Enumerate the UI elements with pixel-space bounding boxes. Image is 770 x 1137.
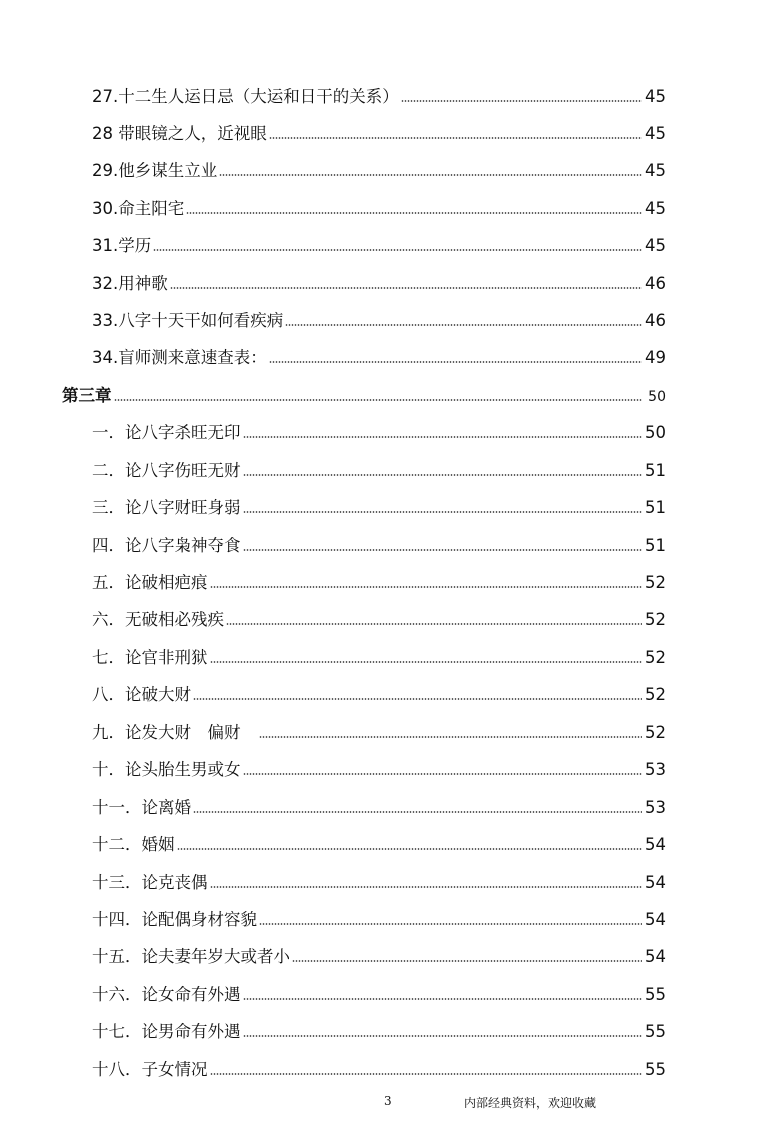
toc-entry-label: 十四．论配偶身材容貌 — [92, 910, 257, 929]
toc-entry[interactable] — [92, 420, 666, 446]
toc-entry[interactable] — [92, 84, 666, 110]
toc-entry-page: 53 — [645, 760, 666, 779]
toc-entry-page: 54 — [645, 947, 666, 966]
toc-entry-page: 50 — [648, 389, 666, 405]
toc-entry-page: 55 — [645, 1060, 666, 1079]
toc-entry[interactable] — [92, 271, 666, 297]
dot-leader — [153, 249, 642, 251]
toc-entry-label: 十二．婚姻 — [92, 835, 175, 854]
dot-leader — [243, 549, 643, 551]
toc-entry-label: 29.他乡谋生立业 — [92, 161, 218, 180]
toc-entry-label: 一．论八字杀旺无印 — [92, 423, 241, 442]
toc-entry-label: 十六．论女命有外遇 — [92, 985, 241, 1004]
toc-entry-label: 二．论八字伤旺无财 — [92, 461, 241, 480]
toc-entry-page: 51 — [645, 536, 666, 555]
toc-entry[interactable] — [92, 533, 666, 559]
dot-leader — [243, 1035, 643, 1037]
toc-entry-label: 34.盲师测来意速查表： — [92, 348, 267, 367]
dot-leader — [243, 998, 643, 1000]
toc-entry-label: 28 带眼镜之人，近视眼 — [92, 124, 267, 143]
dot-leader — [177, 848, 643, 850]
toc-entry-label: 30.命主阳宅 — [92, 199, 185, 218]
dot-leader — [170, 287, 642, 289]
dot-leader — [243, 436, 643, 438]
toc-entry[interactable] — [92, 1057, 666, 1083]
dot-leader — [243, 474, 643, 476]
toc-entry-page: 52 — [645, 685, 666, 704]
toc-entry-label: 四．论八字枭神夺食 — [92, 536, 241, 555]
toc-entry-page: 54 — [645, 910, 666, 929]
toc-entry-page: 55 — [645, 1022, 666, 1041]
toc-entry-label: 七．论官非刑狱 — [92, 648, 208, 667]
toc-entry-page: 52 — [645, 610, 666, 629]
toc-entry-page: 51 — [645, 461, 666, 480]
toc-entry-page: 45 — [645, 236, 666, 255]
toc-entry[interactable] — [92, 458, 666, 484]
dot-leader — [210, 1073, 643, 1075]
toc-entry-label: 32.用神歌 — [92, 274, 168, 293]
toc-entry[interactable] — [92, 1019, 666, 1045]
toc-entry[interactable] — [92, 795, 666, 821]
dot-leader — [114, 399, 643, 401]
toc-entry-page: 55 — [645, 985, 666, 1004]
dot-leader — [186, 212, 642, 214]
toc-entry[interactable] — [92, 720, 666, 746]
toc-entry[interactable] — [92, 158, 666, 184]
dot-leader — [193, 698, 642, 700]
dot-leader — [292, 960, 642, 962]
toc-entry[interactable] — [92, 607, 666, 633]
footer-page-number: 3 — [384, 1094, 392, 1108]
dot-leader — [259, 923, 642, 925]
toc-chapter-label: 第三章 — [62, 386, 112, 405]
toc-entry-page: 52 — [645, 648, 666, 667]
toc-entry-page: 54 — [645, 873, 666, 892]
toc-entry-label: 31.学历 — [92, 236, 152, 255]
dot-leader — [210, 661, 643, 663]
toc-entry[interactable] — [92, 121, 666, 147]
dot-leader — [269, 137, 642, 139]
toc-entry-label: 八．论破大财 — [92, 685, 191, 704]
toc-entry-page: 53 — [645, 798, 666, 817]
toc-entry-label: 十七．论男命有外遇 — [92, 1022, 241, 1041]
toc-entry-page: 51 — [645, 498, 666, 517]
dot-leader — [243, 773, 643, 775]
dot-leader — [285, 324, 642, 326]
toc-entry-label: 五．论破相疤痕 — [92, 573, 208, 592]
footer-note: 内部经典资料，欢迎收藏 — [464, 1096, 597, 1110]
dot-leader — [219, 174, 642, 176]
toc-entry-label: 九．论发大财 偏财 — [92, 723, 257, 742]
toc-entry-page: 45 — [645, 161, 666, 180]
toc-entry[interactable] — [92, 233, 666, 259]
dot-leader — [259, 736, 642, 738]
toc-entry-page: 46 — [645, 311, 666, 330]
toc-entry-page: 50 — [645, 423, 666, 442]
toc-entry-page: 46 — [645, 274, 666, 293]
toc-chapter-entry[interactable] — [62, 383, 666, 409]
dot-leader — [210, 586, 643, 588]
dot-leader — [269, 361, 642, 363]
dot-leader — [226, 623, 642, 625]
toc-entry-page: 45 — [645, 124, 666, 143]
toc-entry-page: 49 — [645, 348, 666, 367]
toc-entry-label: 27.十二生人运日忌（大运和日干的关系） — [92, 87, 399, 106]
toc-entry-label: 十一．论离婚 — [92, 798, 191, 817]
toc-entry[interactable] — [92, 870, 666, 896]
dot-leader — [193, 811, 642, 813]
toc-entry[interactable] — [92, 308, 666, 334]
toc-entry[interactable] — [92, 645, 666, 671]
toc-entry-label: 六．无破相必残疾 — [92, 610, 224, 629]
toc-entry[interactable] — [92, 982, 666, 1008]
dot-leader — [210, 886, 643, 888]
toc-entry-label: 十．论头胎生男或女 — [92, 760, 241, 779]
toc-entry[interactable] — [92, 832, 666, 858]
toc-entry-label: 十三．论克丧偶 — [92, 873, 208, 892]
dot-leader — [243, 511, 643, 513]
toc-entry-label: 三．论八字财旺身弱 — [92, 498, 241, 517]
toc-entry[interactable] — [92, 907, 666, 933]
toc-entry-page: 54 — [645, 835, 666, 854]
toc-entry-page: 45 — [645, 199, 666, 218]
dot-leader — [401, 100, 642, 102]
toc-entry-label: 十八．子女情况 — [92, 1060, 208, 1079]
toc-entry[interactable] — [92, 196, 666, 222]
toc-entry-page: 52 — [645, 723, 666, 742]
toc-entry[interactable] — [92, 570, 666, 596]
toc-entry[interactable] — [92, 345, 666, 371]
toc-entry-page: 45 — [645, 87, 666, 106]
toc-entry[interactable] — [92, 757, 666, 783]
toc-entry[interactable] — [92, 682, 666, 708]
toc-entry-label: 十五．论夫妻年岁大或者小 — [92, 947, 290, 966]
toc-entry-page: 52 — [645, 573, 666, 592]
toc-entry-label: 33.八字十天干如何看疾病 — [92, 311, 284, 330]
toc-entry[interactable] — [92, 495, 666, 521]
toc-entry[interactable] — [92, 944, 666, 970]
